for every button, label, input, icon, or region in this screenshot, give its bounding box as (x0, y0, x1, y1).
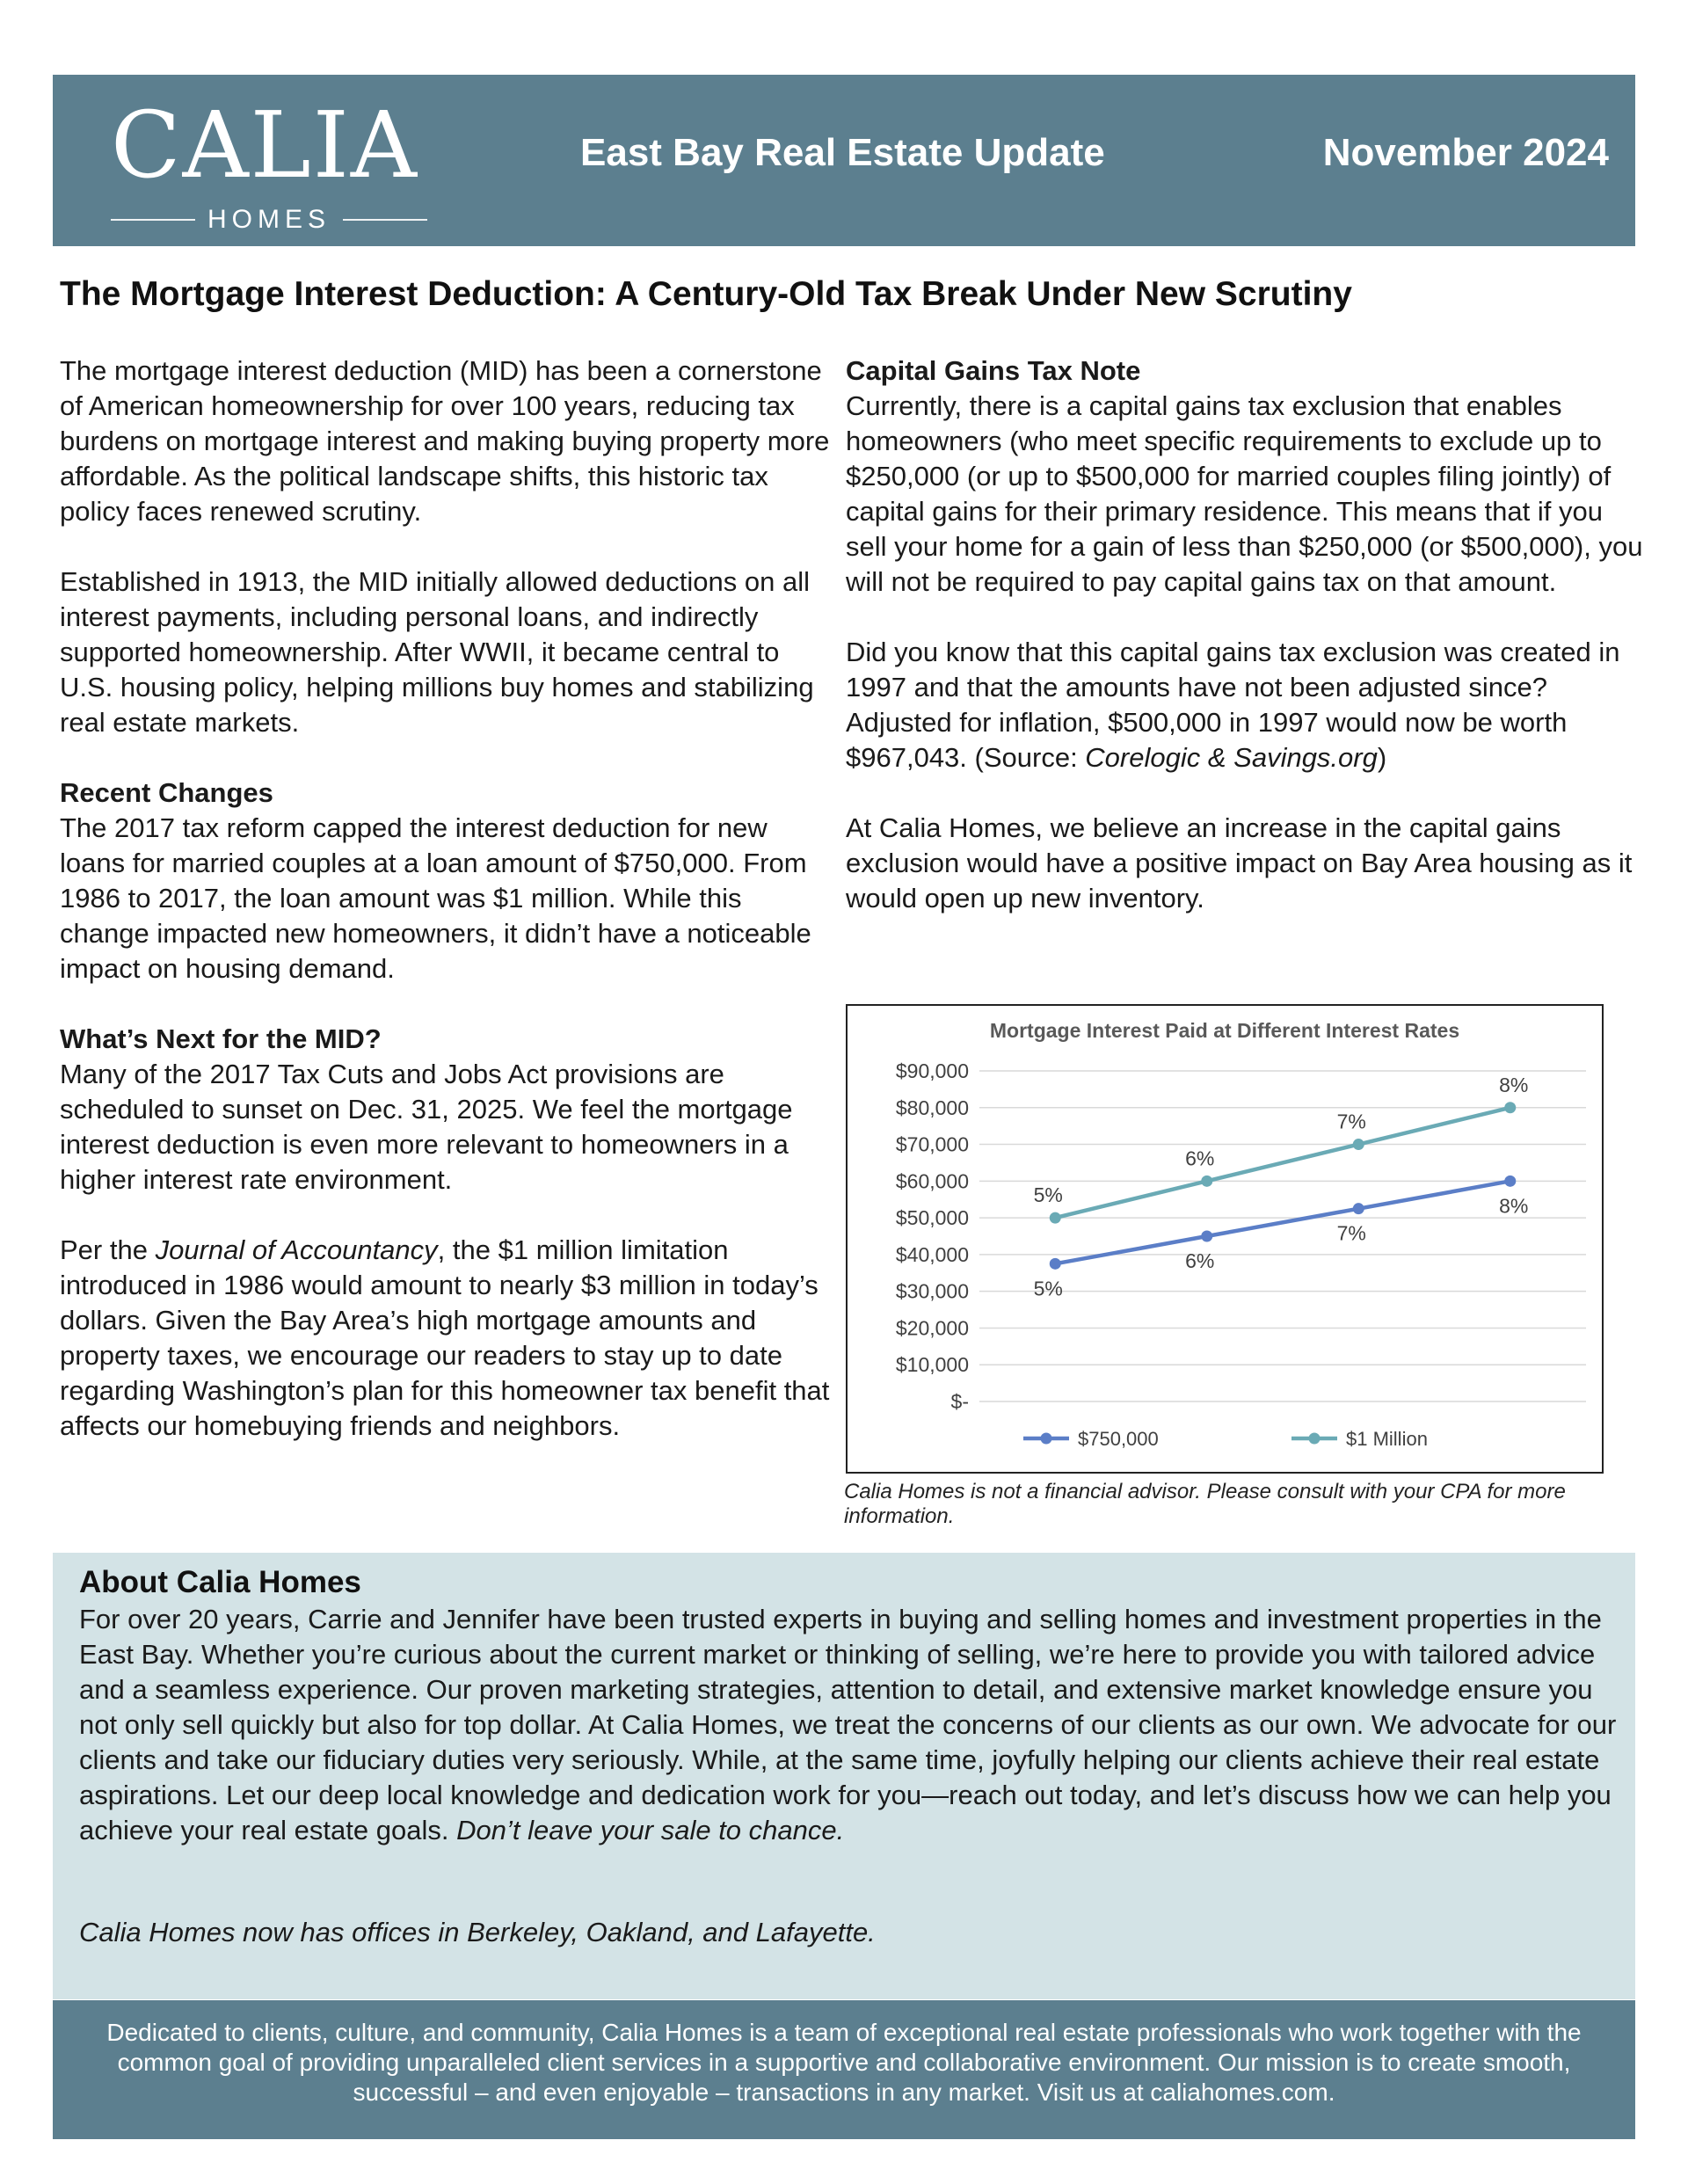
whats-next-paragraph: Many of the 2017 Tax Cuts and Jobs Act provisions are scheduled to sunset on Dec. 31, 2025. We feel the mortgage interest deduction is even more relevant to homeowners in a higher interest rate environment. (60, 1059, 793, 1195)
y-tick-label: $10,000 (895, 1353, 969, 1377)
inflation-paragraph (846, 635, 1646, 775)
data-point (1201, 1231, 1212, 1242)
newsletter-date: November 2024 (1322, 131, 1609, 174)
logo-subtitle (111, 205, 427, 235)
y-tick-label: $50,000 (895, 1206, 969, 1230)
offices-note: Calia Homes now has offices in Berkeley, Oakland, and Lafayette. (79, 1917, 876, 1947)
y-tick-label: $20,000 (895, 1316, 969, 1340)
data-label: 8% (1499, 1073, 1529, 1096)
y-tick-label: $80,000 (895, 1096, 969, 1119)
history-paragraph: Established in 1913, the MID initially allowed deductions on all interest payments, including personal loans, and indirectly supported homeownership. After WWII, it became central to U.S. housing policy, helping millions buy homes and stabilizing real estate markets. (60, 566, 814, 738)
y-tick-label: $40,000 (895, 1242, 969, 1266)
article-headline: The Mortgage Interest Deduction: A Century-Old Tax Break Under New Scrutiny (60, 275, 1352, 313)
data-label: 7% (1336, 1221, 1366, 1245)
series-line-0 (1055, 1181, 1510, 1263)
data-point (1353, 1203, 1364, 1214)
about-text: For over 20 years, Carrie and Jennifer have been trusted experts in buying and selling homes and investment properties in the East Bay. Whether you’re curious about the current market or thinking of selling, we’re here to provide you with tailored advice and a seamless experience. Our proven marketing strategies, attention to detail, and extensive market knowledge ensure you not only sell quickly but also for top dollar. At Calia Homes, we treat the concerns of our clients as our own. We advocate for our clients and take our fiduciary duties very seriously. While, at the same time, joyfully helping our clients achieve their real estate aspirations. Let our deep local knowledge and dedication work for you—reach out today, and let’s discuss how we can help you achieve your real estate goals. (79, 1604, 1617, 1845)
data-label: 6% (1185, 1147, 1215, 1170)
data-label: 7% (1336, 1110, 1366, 1133)
chart-title: Mortgage Interest Paid at Different Interest Rates (989, 1019, 1460, 1042)
y-tick-label: $90,000 (895, 1059, 969, 1082)
data-point (1050, 1212, 1061, 1224)
intro-paragraph: The mortgage interest deduction (MID) has been a cornerstone of American homeownership for over 100 years, reducing tax burdens on mortgage interest and making buying property more affordable. As the political landscape shifts, this historic tax policy faces renewed scrutiny. (60, 355, 830, 527)
left-column (60, 353, 833, 1444)
journal-name: Journal of Accountancy (155, 1234, 438, 1265)
journal-text-b: , the $1 million limitation introduced in 1986 would amount to nearly $3 million in today’s dollars. Given the Bay Area’s high mortgage amounts and property taxes, we encourage our readers to stay up to date regarding Washington’s plan for this homeowner tax benefit that affects our homebuying friends and neighbors. (60, 1234, 830, 1441)
calia-belief-paragraph: At Calia Homes, we believe an increase in the capital gains exclusion would have a positive impact on Bay Area housing as it would open up new inventory. (846, 812, 1633, 914)
footer-mission-text: Dedicated to clients, culture, and community, Calia Homes is a team of exceptional real estate professionals who work together with the common goal of providing unparalleled client services in a supportive and collaborative environment. Our mission is to create smooth, successful – and even enjoyable – transactions in any market. Visit us at caliahomes.com. (106, 2019, 1582, 2106)
data-point (1504, 1102, 1516, 1113)
header-banner (53, 75, 1635, 246)
logo-wordmark: CALIA (111, 91, 418, 199)
y-tick-label: $70,000 (895, 1132, 969, 1156)
whats-next-heading: What’s Next for the MID? (60, 1023, 382, 1054)
newsletter-title: East Bay Real Estate Update (580, 131, 1105, 174)
chart-canvas (848, 1006, 1602, 1472)
about-body (79, 1602, 1626, 1848)
mortgage-interest-chart (846, 1004, 1604, 1474)
legend-entry: $750,000 (1078, 1428, 1159, 1450)
recent-changes-paragraph: The 2017 tax reform capped the interest deduction for new loans for married couples at a loan amount of $750,000. From 1986 to 2017, the loan amount was $1 million. While this change impacted new homeowners, it didn’t have a noticeable impact on housing demand. (60, 812, 811, 984)
y-tick-label: $30,000 (895, 1279, 969, 1303)
legend-swatch-marker (1041, 1433, 1052, 1445)
data-label: 5% (1033, 1277, 1063, 1300)
journal-paragraph (60, 1233, 833, 1444)
data-point (1353, 1139, 1364, 1150)
source-name: Corelogic & Savings.org (1085, 742, 1378, 773)
data-label: 5% (1033, 1183, 1063, 1207)
data-label: 8% (1499, 1194, 1529, 1218)
inflation-text-a: Did you know that this capital gains tax exclusion was created in 1997 and that the amounts have not been adjusted since? Adjusted for inflation, $500,000 in 1997 would now be worth $967,043. (Source: (846, 637, 1620, 773)
legend-entry: $1 Million (1346, 1428, 1428, 1450)
about-heading: About Calia Homes (79, 1565, 361, 1599)
data-point (1201, 1176, 1212, 1187)
logo-rule-left (111, 219, 195, 221)
y-tick-label: $- (950, 1390, 969, 1413)
data-point (1050, 1258, 1061, 1270)
capital-gains-heading: Capital Gains Tax Note (846, 355, 1141, 386)
logo-subtitle-text: HOMES (207, 205, 331, 234)
about-paragraph (79, 1602, 1626, 1848)
right-column (846, 353, 1646, 916)
recent-changes-heading: Recent Changes (60, 777, 273, 808)
data-point (1504, 1176, 1516, 1187)
journal-text-a: Per the (60, 1234, 156, 1265)
legend-swatch-marker (1309, 1433, 1321, 1445)
about-tagline: Don’t leave your sale to chance. (456, 1815, 845, 1845)
series-line-1 (1055, 1108, 1510, 1218)
footer-banner (53, 2000, 1635, 2139)
about-section (53, 1553, 1635, 1999)
logo-rule-right (343, 219, 427, 221)
data-label: 6% (1185, 1249, 1215, 1272)
inflation-text-b: ) (1377, 742, 1387, 773)
y-tick-label: $60,000 (895, 1169, 969, 1193)
financial-disclaimer: Calia Homes is not a financial advisor. Please consult with your CPA for more information. (844, 1480, 1566, 1528)
capital-gains-paragraph: Currently, there is a capital gains tax exclusion that enables homeowners (who meet specific requirements to exclude up to $250,000 (or up to $500,000 for married couples filing jointly) of capital gains for their primary residence. This means that if you sell your home for a gain of less than $250,000 (or $500,000), you will not be required to pay capital gains tax on that amount. (846, 390, 1643, 597)
